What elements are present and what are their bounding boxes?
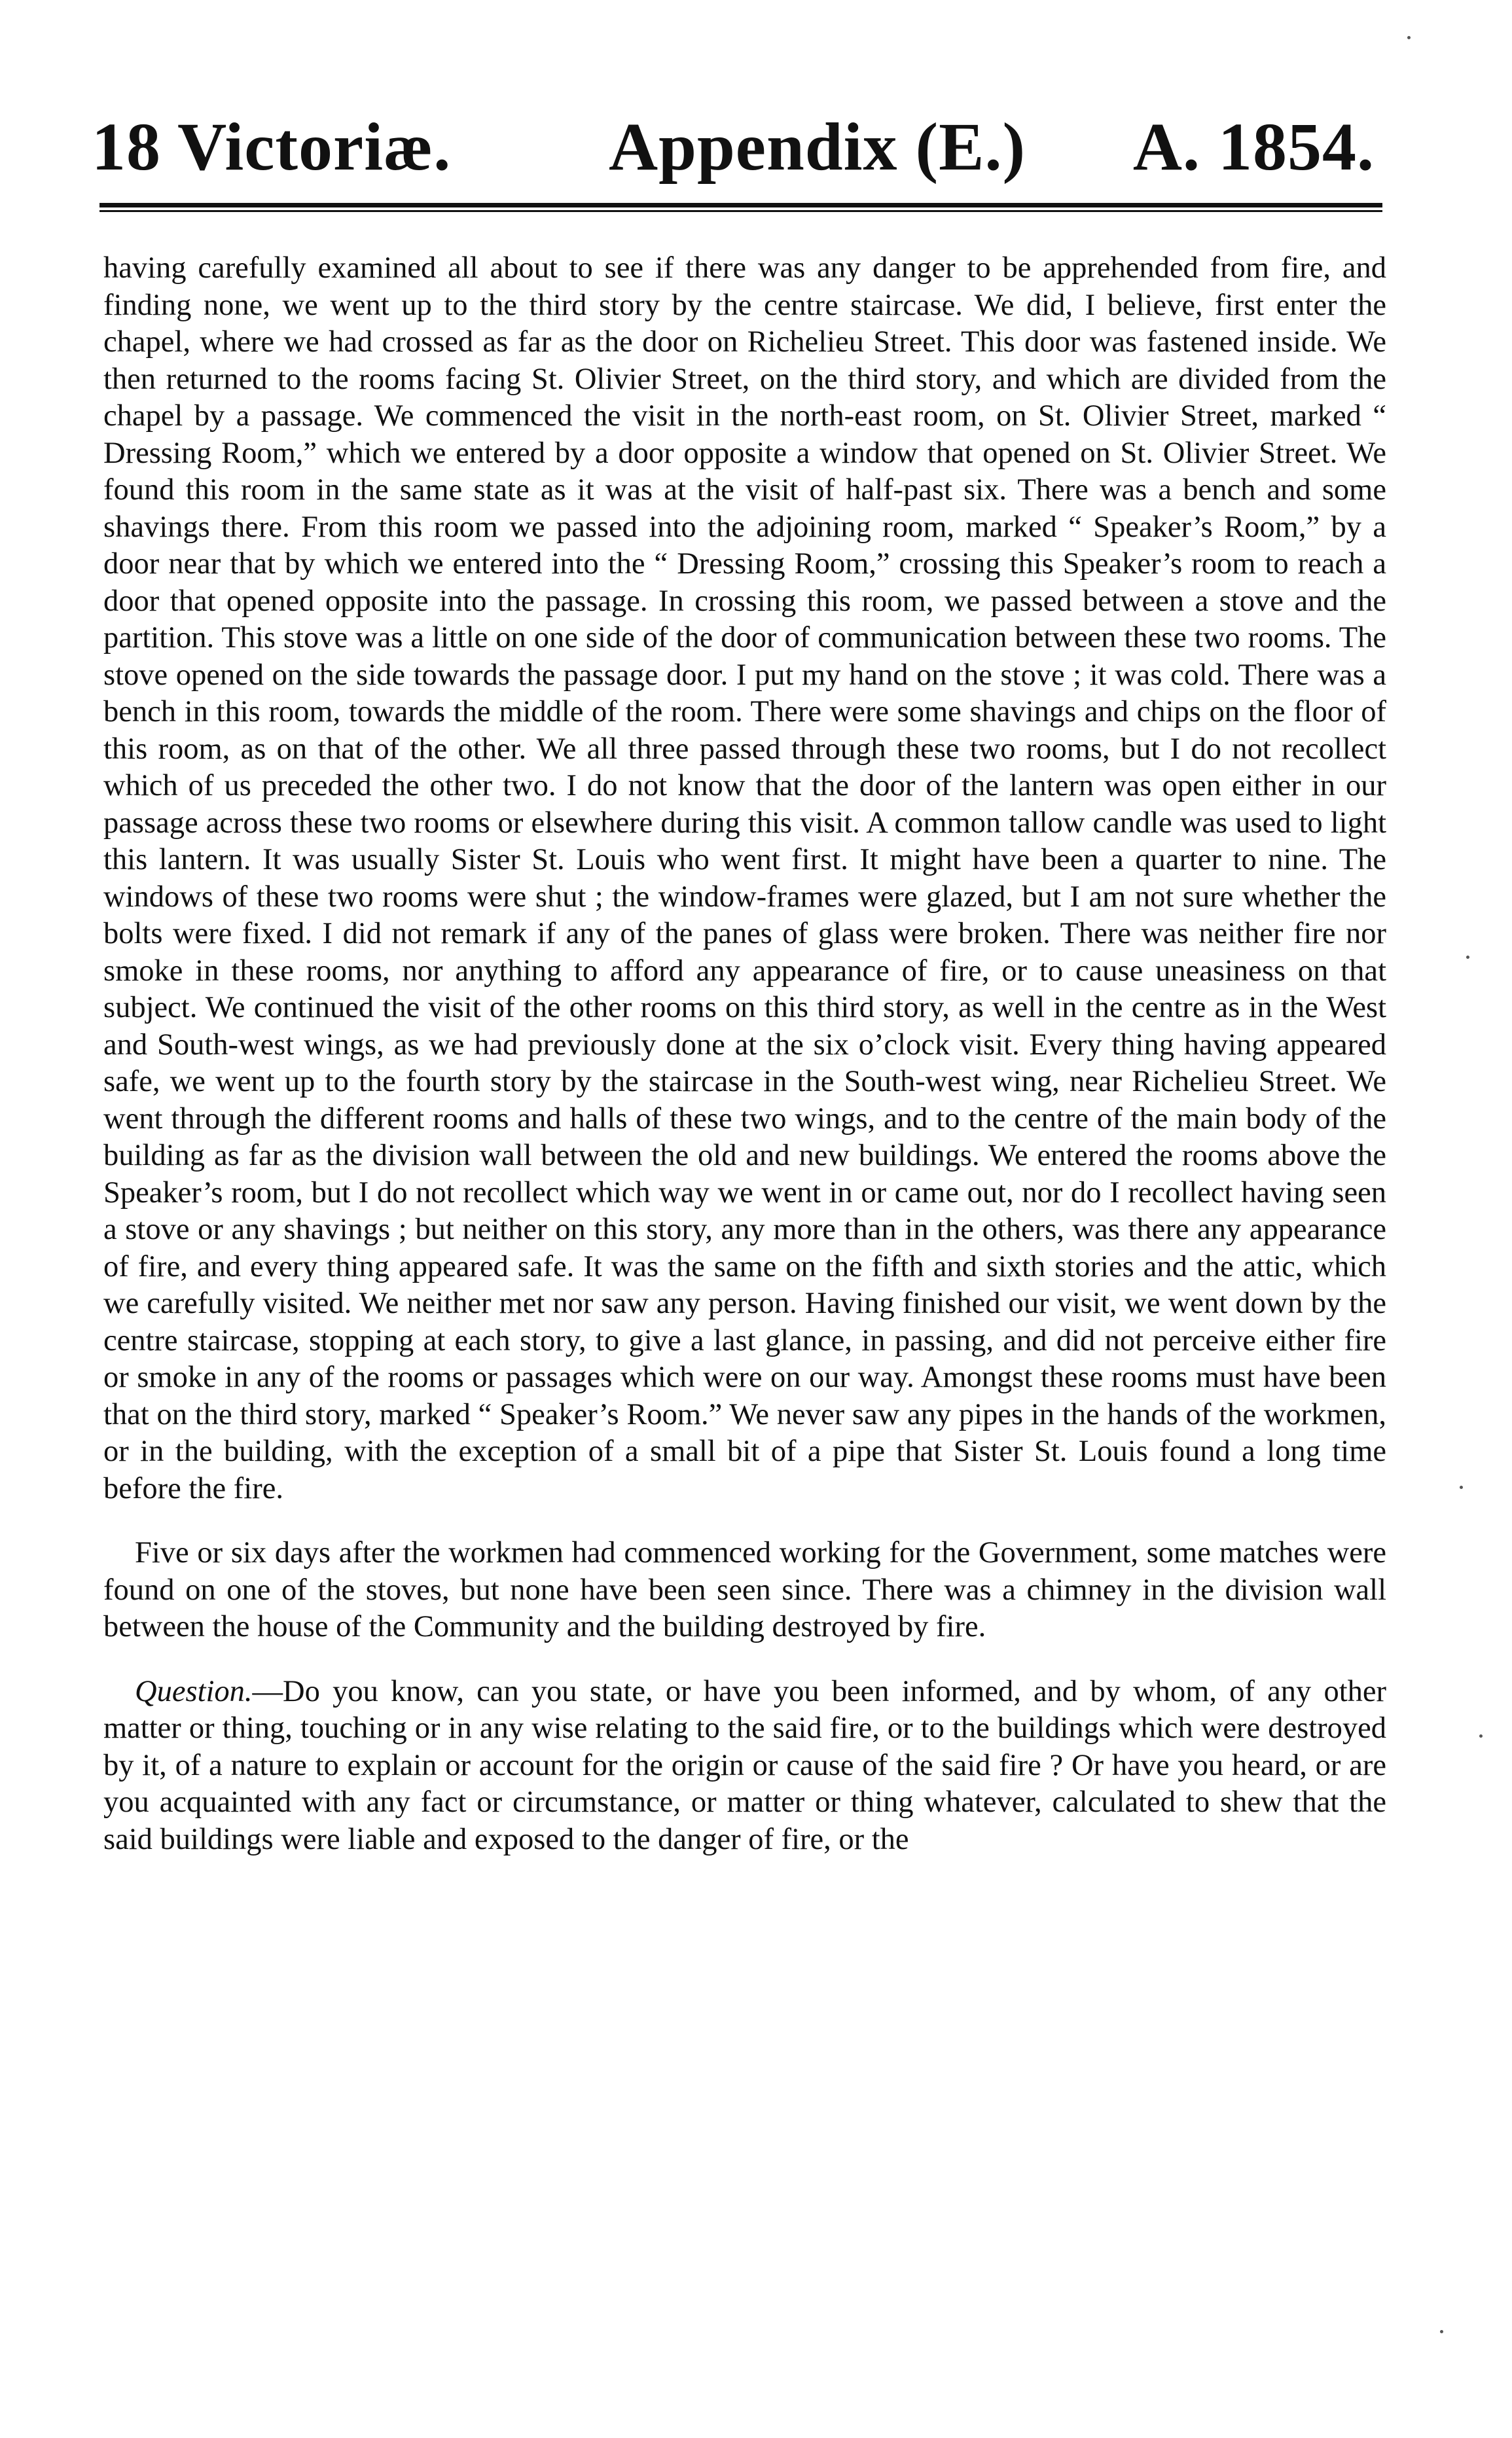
paragraph-question xyxy=(103,1674,1386,1859)
paper-speck xyxy=(1440,2330,1443,2333)
header-session: 18 Victoriæ. xyxy=(92,109,452,185)
paper-speck xyxy=(1479,1734,1483,1738)
header-year: A. 1854. xyxy=(1132,109,1375,185)
paper-speck xyxy=(1460,1486,1463,1489)
running-header xyxy=(92,108,1375,187)
header-rule-thick xyxy=(99,203,1382,207)
header-rule-thin xyxy=(99,210,1382,212)
paragraph-testimony: having carefully examined all about to see if there was any danger to be apprehended from fire, and finding none, we went up to the third story by the centre staircase. We did, I believe, first enter the chapel, where we had crossed as far as the door on Richelieu Street. This door was fastened inside. We then returned to the rooms facing St. Olivier Street, on the third story, and which are divided from the chapel by a passage. We commenced the visit in the north-east room, on St. Olivier Street, marked “ Dressing Room,” which we entered by a door opposite a window that opened on St. Olivier Street. We found this room in the same state as it was at the visit of half-past six. There was a bench and some shavings there. From this room we passed into the adjoining room, marked “ Speaker’s Room,” by a door near that by which we entered into the “ Dressing Room,” crossing this Speaker’s room to reach a door that opened opposite into the passage. In crossing this room, we passed between a stove and the partition. This stove was a little on one side of the door of communication between these two rooms. The stove opened on the side towards the passage door. I put my hand on the stove ; it was cold. There was a bench in this room, towards the middle of the room. There were some shavings and chips on the floor of this room, as on that of the other. We all three passed through these two rooms, but I do not recollect which of us preceded the other two. I do not know that the door of the lantern was open either in our passage across these two rooms or elsewhere during this visit. A common tallow candle was used to light this lantern. It was usually Sister St. Louis who went first. It might have been a quarter to nine. The windows of these two rooms were shut ; the window-frames were glazed, but I am not sure whether the bolts were fixed. I did not remark if any of the panes of glass were broken. There was neither fire nor smoke in these rooms, nor anything to afford any appearance of fire, or to cause uneasiness on that subject. We continued the visit of the other rooms on this third story, as well in the centre as in the West and South-west wings, as we had previously done at the six o’clock visit. Every thing having appeared safe, we went up to the fourth story by the staircase in the South-west wing, near Richelieu Street. We went through the different rooms and halls of these two wings, and to the centre of the main body of the building as far as the division wall between the old and new buildings. We entered the rooms above the Speaker’s room, but I do not recollect which way we went in or came out, nor do I recollect having seen a stove or any shavings ; but neither on this story, any more than in the others, was there any appearance of fire, and every thing appeared safe. It was the same on the fifth and sixth stories and the attic, which we carefully visited. We neither met nor saw any person. Having finished our visit, we went down by the centre staircase, stopping at each story, to give a last glance, in passing, and did not perceive either fire or smoke in any of the rooms or passages which were on our way. Amongst these rooms must have been that on the third story, marked “ Speaker’s Room.” We never saw any pipes in the hands of the workmen, or in the building, with the exception of a small bit of a pipe that Sister St. Louis found a long time before the fire. xyxy=(103,251,1386,1505)
paragraph-matches: Five or six days after the workmen had commenced working for the Government, some matches were found on one of the stoves, but none have been seen since. There was a chimney in the division wall between the house of the Community and the building destroyed by fire. xyxy=(103,1536,1386,1643)
question-label: Question. xyxy=(135,1674,253,1708)
question-text: —Do you know, can you state, or have you been informed, and by whom, of any other matter or thing, touching or in any wise relating to the said fire, or to the buildings which were destroyed by it, of a nature to explain or account for the origin or cause of the said fire ? Or have you heard, or are you acquainted with any fact or circumstance, or matter or thing whatever, calculated to shew that the said buildings were liable and exposed to the danger of fire, or the xyxy=(103,1674,1386,1856)
paper-speck xyxy=(1466,956,1469,959)
header-rule xyxy=(99,203,1382,212)
body-text xyxy=(103,250,1386,1858)
header-appendix: Appendix (E.) xyxy=(609,109,1026,185)
paper-speck xyxy=(1407,36,1411,39)
